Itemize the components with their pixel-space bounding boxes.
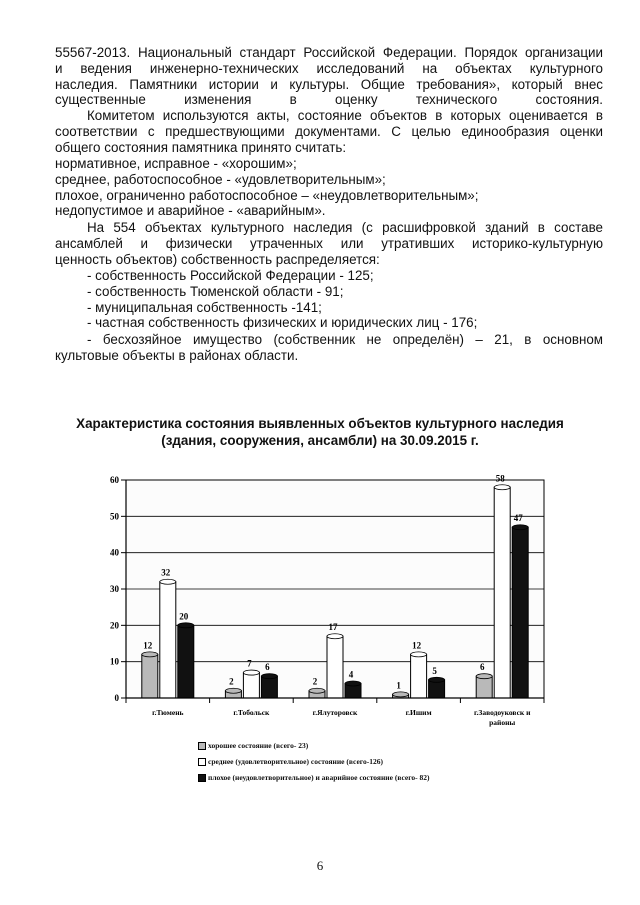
text-line: существенные изменения в оценку технического состояния. <box>55 92 603 108</box>
chart-title-line: (здания, сооружения, ансамбли) на 30.09.2015 г. <box>161 433 479 448</box>
x-tick-label: г.Ялуторовск <box>312 708 358 717</box>
ownership-item: - частная собственность физических и юридических лиц - 176; <box>87 315 478 331</box>
legend-item-bad <box>198 773 430 782</box>
condition-item: недопустимое и аварийное - «аварийным». <box>55 203 326 219</box>
x-tick-label: районы <box>489 718 516 727</box>
x-tick-label: г.Тобольск <box>233 708 270 717</box>
legend-swatch-good <box>198 742 206 750</box>
bar <box>142 654 158 698</box>
bar-top <box>476 674 492 679</box>
y-tick-label: 30 <box>110 584 119 594</box>
data-label: 4 <box>348 669 354 680</box>
y-tick-label: 10 <box>110 656 119 667</box>
legend-label: среднее (удовлетворительное) состояние (всего-126) <box>208 757 383 766</box>
bar-top <box>142 652 158 657</box>
legend-item-average <box>198 757 383 766</box>
bar-top <box>494 485 510 490</box>
chart-title-line: Характеристика состояния выявленных объектов культурного наследия <box>76 416 564 431</box>
ownership-item: - собственность Тюменской области - 91; <box>87 283 344 299</box>
data-label: 20 <box>179 611 189 622</box>
data-label: 58 <box>495 473 505 484</box>
y-tick-label: 60 <box>110 475 119 485</box>
bar-top <box>411 652 427 657</box>
x-tick-label: г.Тюмень <box>152 708 184 717</box>
condition-item: среднее, работоспособное - «удовлетворительным»; <box>55 171 386 187</box>
data-label: 12 <box>412 640 422 651</box>
text-line: ансамблей и физически утраченных или утративших историко-культурную <box>55 235 603 251</box>
y-tick-label: 0 <box>114 693 119 703</box>
text-line: На 554 объектах культурного наследия (с расшифровкой зданий в составе <box>87 220 603 235</box>
bar <box>476 676 492 698</box>
legend-swatch-average <box>198 758 206 766</box>
bar <box>261 676 277 698</box>
bar <box>411 654 427 698</box>
data-label: 6 <box>479 662 485 673</box>
condition-item: нормативное, исправное - «хорошим»; <box>55 156 297 171</box>
legend-label: плохое (неудовлетворительное) и аварийное состояние (всего- 82) <box>208 773 430 782</box>
ownership-item: - муниципальная собственность -141; <box>87 299 322 315</box>
text-line: и ведения инженерно-технических исследований на объектах культурного <box>55 60 603 76</box>
data-label: 6 <box>265 662 270 673</box>
legend-label: хорошее состояние (всего- 23) <box>208 741 309 750</box>
data-label: 7 <box>247 658 252 669</box>
text-line: 55567-2013. Национальный стандарт Российской Федерации. Порядок организации <box>55 45 603 60</box>
y-tick-label: 40 <box>110 547 119 558</box>
text-line: соответствии с предшествующими документами. С целью единообразия оценки <box>55 123 603 139</box>
bar-top <box>225 688 241 693</box>
bar-top <box>345 681 361 686</box>
condition-item: плохое, ограниченно работоспособное – «неудовлетворительным»; <box>55 187 479 203</box>
data-label: 17 <box>328 622 338 633</box>
data-label: 5 <box>432 665 437 676</box>
data-label: 47 <box>513 513 523 524</box>
bar <box>512 527 528 698</box>
bar <box>160 582 176 698</box>
bar-top <box>261 674 277 679</box>
bar-top <box>512 525 528 530</box>
data-label: 2 <box>312 676 318 687</box>
bar-top <box>393 692 409 697</box>
text-line: наследия. Памятники истории и культуры. Общие требования», который внес <box>55 76 603 92</box>
legend-swatch-bad <box>198 774 206 782</box>
bar-top <box>243 670 259 675</box>
y-tick-label: 50 <box>110 511 119 522</box>
data-label: 1 <box>396 680 401 691</box>
bar-top <box>178 623 194 628</box>
x-tick-label: г.Заводоуковск и <box>473 708 531 717</box>
text-line: общего состояния памятника принято считать: <box>55 139 347 155</box>
bar-top <box>429 677 445 682</box>
bar-top <box>160 579 176 584</box>
ownership-item: - собственность Российской Федерации - 125; <box>87 268 374 283</box>
text-line: ценность объектов) собственность распределяется: <box>55 251 380 267</box>
text-line: культовые объекты в районах области. <box>55 347 299 363</box>
bar-top <box>309 688 325 693</box>
y-tick-label: 20 <box>110 620 119 631</box>
bar <box>494 487 510 698</box>
legend-item-good <box>198 741 308 750</box>
page-number: 6 <box>316 858 324 873</box>
text-line: - бесхозяйное имущество (собственник не определён) – 21, в основном <box>87 332 603 347</box>
bar-top <box>327 634 343 639</box>
text-line: Комитетом используются акты, состояние объектов в которых оценивается в <box>87 108 603 123</box>
bar <box>327 636 343 698</box>
data-label: 32 <box>161 567 171 578</box>
bar <box>178 625 194 698</box>
bar <box>243 673 259 698</box>
data-label: 2 <box>229 676 234 687</box>
data-label: 12 <box>143 640 153 651</box>
x-tick-label: г.Ишим <box>405 708 432 717</box>
